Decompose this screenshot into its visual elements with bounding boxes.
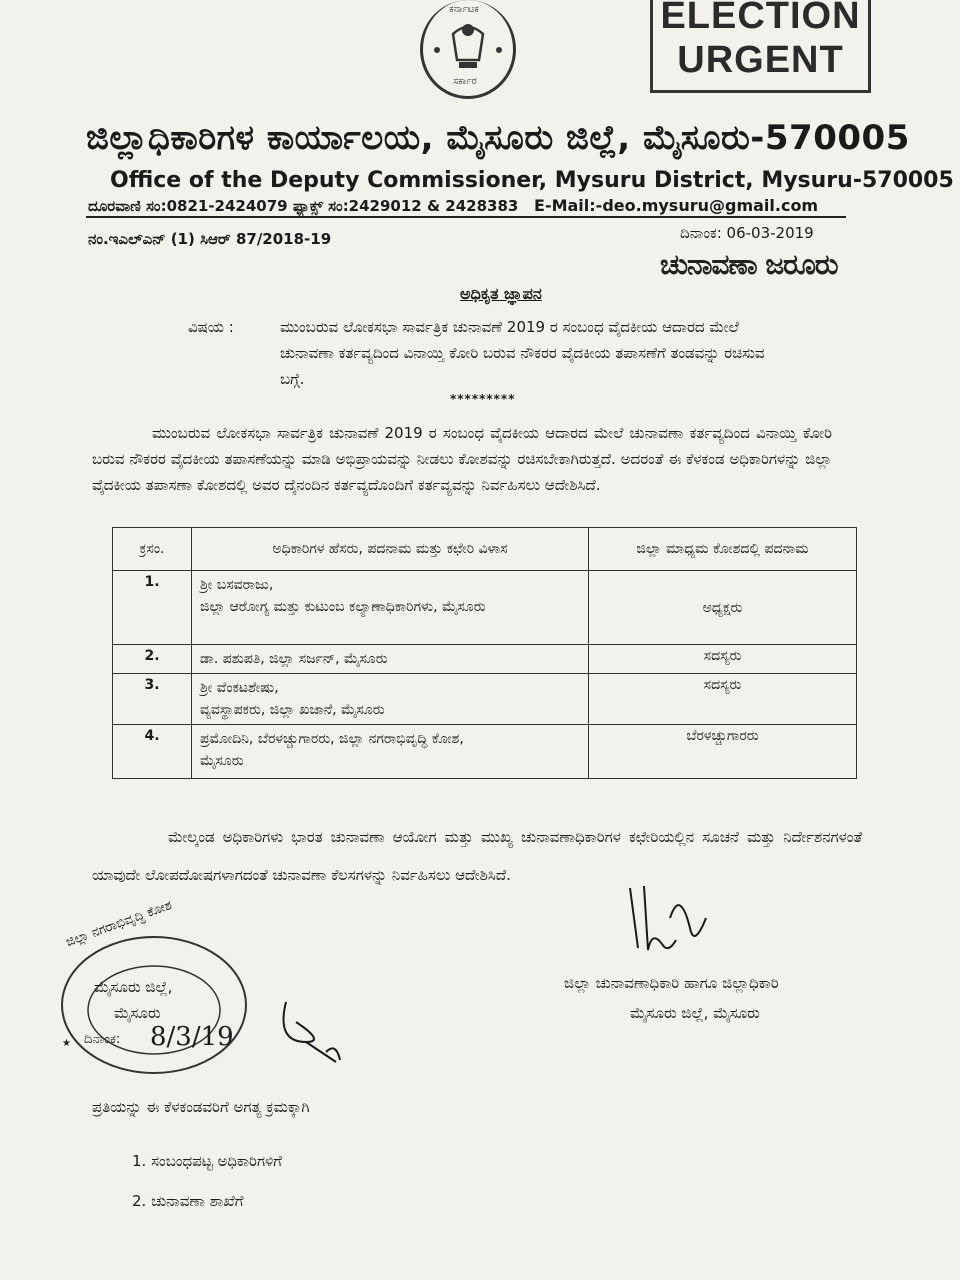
officer-name: ಶ್ರೀ ವೆಂಕಟಶೇಷು, [200,680,279,696]
seal-signature [256,992,356,1072]
officer-detail: ಜಿಲ್ಲಾ ಆರೋಗ್ಯ ಮತ್ತು ಕುಟುಂಬ ಕಲ್ಯಾಣಾಧಿಕಾರಿಗಳು, ಮೈಸೂರು [200,599,486,615]
officer-detail: ಮೈಸೂರು [200,753,244,769]
table-row [113,674,857,725]
row-serial: 1. [113,571,192,645]
row-role: ಬೆರಳಚ್ಚುಗಾರರು [589,725,857,779]
header-rule [86,216,846,218]
seal-date-label: ದಿನಾಂಕ: [84,1032,121,1047]
row-role: ಸದಸ್ಯರು [589,645,857,674]
stamp-line-2: URGENT [677,39,844,81]
header-role: ಜಿಲ್ಲಾ ಮಾಧ್ಯಮ ಕೋಶದಲ್ಲಿ ಪದನಾಮ [589,528,857,571]
office-title-kannada: ಜಿಲ್ಲಾಧಿಕಾರಿಗಳ ಕಾರ್ಯಾಲಯ, ಮೈಸೂರು ಜಿಲ್ಲೆ, ಮೈಸೂರು-570005 [86,118,910,158]
row-role: ಸದಸ್ಯರು [589,674,857,725]
svg-text:★: ★ [62,1038,71,1049]
email: E-Mail:-deo.mysuru@gmail.com [534,196,819,215]
seal-line-2: ಮೈಸೂರು [114,1004,161,1022]
copy-to-item: 1. ಸಂಬಂಧಪಟ್ಟ ಅಧಿಕಾರಿಗಳಿಗೆ [132,1152,282,1170]
seal-date-value: 8/3/19 [150,1022,234,1052]
separator: ********* [450,392,516,406]
phone-fax: ದೂರವಾಣಿ ಸಂ:0821-2424079 ಫ್ಯಾಕ್ಸ್ ಸಂ:2429012 & 2428383 [88,197,519,215]
body-paragraph-1: ಮುಂಬರುವ ಲೋಕಸಭಾ ಸಾರ್ವತ್ರಿಕ ಚುನಾವಣೆ 2019 ರ ಸಂಬಂಧ ವೈದಕೀಯ ಆದಾರದ ಮೇಲೆ ಚುನಾವಣಾ ಕರ್ತವ್ಯದಿಂದ ವಿನಾಯ್ತಿ ಕೋರಿ ಬರುವ ನೌಕರರ ವೈದಕೀಯ ತಪಾಸಣೆಯನ್ನು ಮಾಡಿ ಅಭಿಪ್ರಾಯವನ್ನು ನೀಡಲು ಕೋಶವನ್ನು ರಚಿಸಬೇಕಾಗಿರುತ್ತದೆ. ಅದರಂತೆ ಈ ಕೆಳಕಂಡ ಅಧಿಕಾರಿಗಳನ್ನು ಜಿಲ್ಲಾ ವೈದಕೀಯ ತಪಾಸಣಾ ಕೋಶದಲ್ಲಿ ಅವರ ದೈನಂದಿನ ಕರ್ತವ್ಯದೊಂದಿಗೆ ಕರ್ತವ್ಯವನ್ನು ನಿರ್ವಹಿಸಲು ಆದೇಶಿಸಿದೆ. [92,424,832,494]
election-urgent-stamp [650,0,871,93]
officer-name: ಪ್ರಮೋದಿನಿ, ಬೆರಳಚ್ಚುಗಾರರು, ಜಿಲ್ಲಾ ನಗರಾಭಿವೃದ್ಧಿ ಕೋಶ, [200,731,464,747]
karnataka-emblem [420,0,516,99]
table-row [113,725,857,779]
officers-table [112,527,857,779]
row-serial: 4. [113,725,192,779]
emblem-top-text: ಕರ್ನಾಟಕ [449,4,479,15]
election-urgent-kannada-stamp: ಚುನಾವಣಾ ಜರೂರು [660,248,838,281]
table-row [113,645,857,674]
row-name [192,571,589,645]
copy-to-item: 2. ಚುನಾವಣಾ ಶಾಖೆಗೆ [132,1192,244,1210]
reference-number: ನಂ.ಇಎಲ್ಎನ್ (1) ಸಿಆರ್ 87/2018-19 [88,230,332,248]
emblem-bottom-text: ಸರ್ಕಾರ [453,76,477,87]
table-row [113,571,857,645]
officer-detail: ವ್ಯವಸ್ಥಾಪಕರು, ಜಿಲ್ಲಾ ಖಜಾನೆ, ಮೈಸೂರು [200,702,385,718]
row-serial: 2. [113,645,192,674]
officer-signature [610,878,730,968]
row-name [192,645,589,674]
copy-to-heading: ಪ್ರತಿಯನ್ನು ಈ ಕೆಳಕಂಡವರಿಗೆ ಅಗತ್ಯ ಕ್ರಮಕ್ಕಾಗಿ [92,1098,310,1116]
table-header-row [113,528,857,571]
signatory-line-2: ಮೈಸೂರು ಜಿಲ್ಲೆ, ಮೈಸೂರು [630,1004,760,1022]
row-name [192,674,589,725]
header-serial: ಕ್ರಸಂ. [113,528,192,571]
officer-name: ಶ್ರೀ ಬಸವರಾಜು, [200,577,274,593]
office-title-english: Office of the Deputy Commissioner, Mysuru District, Mysuru-570005 [110,168,954,193]
signatory-designation [564,968,779,1028]
row-serial: 3. [113,674,192,725]
stamp-line-1: ELECTION [660,0,861,37]
body-paragraph-2: ಮೇಲ್ಕಂಡ ಅಧಿಕಾರಿಗಳು ಭಾರತ ಚುನಾವಣಾ ಆಯೋಗ ಮತ್ತು ಮುಖ್ಯ ಚುನಾವಣಾಧಿಕಾರಿಗಳ ಕಛೇರಿಯಲ್ಲಿನ ಸೂಚನೆ ಮತ್ತು ನಿರ್ದೇಶನಗಳಂತೆ ಯಾವುದೇ ಲೋಪದೋಷಗಳಾಗದಂತೆ ಚುನಾವಣಾ ಕೆಲಸಗಳನ್ನು ನಿರ್ವಹಿಸಲು ಆದೇಶಿಸಿದೆ. [92,828,862,884]
seal-ring-text: ಜಿಲ್ಲಾ ನಗರಾಭಿವೃದ್ಧಿ ಕೋಶ [64,897,175,951]
row-name [192,725,589,779]
contact-line [88,196,818,215]
seal-line-1: ಮೈಸೂರು ಜಿಲ್ಲೆ, [94,978,173,996]
signatory-line-1: ಜಿಲ್ಲಾ ಚುನಾವಣಾಧಿಕಾರಿ ಹಾಗೂ ಜಿಲ್ಲಾಧಿಕಾರಿ [564,974,779,992]
row-role: ಅಧ್ಯಕ್ಷರು [589,571,857,645]
header-name: ಅಧಿಕಾರಿಗಳ ಹೆಸರು, ಪದನಾಮ ಮತ್ತು ಕಛೇರಿ ವಿಳಾಸ [192,528,589,571]
subject-text: ಮುಂಬರುವ ಲೋಕಸಭಾ ಸಾರ್ವತ್ರಿಕ ಚುನಾವಣೆ 2019 ರ ಸಂಬಂಧ ವೈದಕೀಯ ಆದಾರದ ಮೇಲೆ ಚುನಾವಣಾ ಕರ್ತವ್ಯದಿಂದ ವಿನಾಯ್ತಿ ಕೋರಿ ಬರುವ ನೌಕರರ ವೈದಕೀಯ ತಪಾಸಣೆಗೆ ತಂಡವನ್ನು ರಚಿಸುವ ಬಗ್ಗೆ. [280,318,765,388]
document-date: ದಿನಾಂಕ: 06-03-2019 [680,224,814,242]
officer-name: ಡಾ. ಪಶುಪತಿ, ಜಿಲ್ಲಾ ಸರ್ಜನ್, ಮೈಸೂರು [200,651,388,667]
notice-title: ಅಧಿಕೃತ ಜ್ಞಾಪನ [460,284,542,303]
subject-label: ವಿಷಯ : [188,318,234,336]
